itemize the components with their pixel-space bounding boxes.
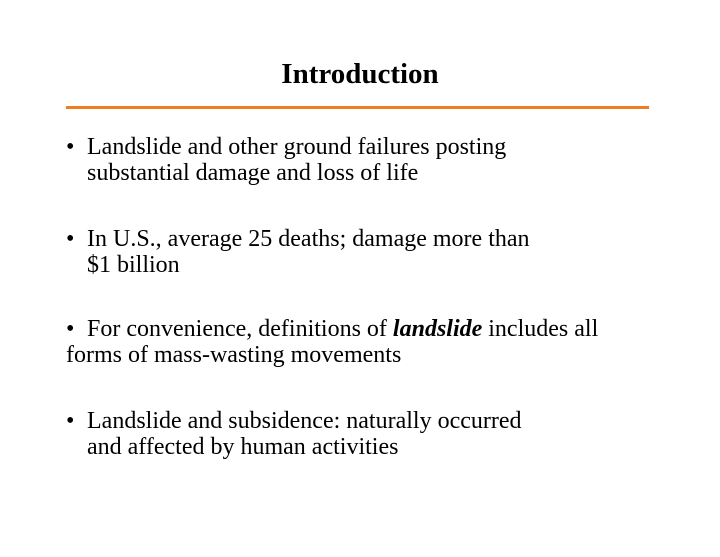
bullet-text-line1: Landslide and subsidence: naturally occurred — [87, 408, 522, 434]
bullet-dot: • — [66, 408, 75, 434]
bullet-text-line1-start: For convenience, definitions of — [87, 316, 393, 342]
bullet-text-line1: Landslide and other ground failures posting — [87, 134, 507, 160]
bullet-item-2 — [66, 226, 530, 278]
bullet-dot: • — [66, 226, 75, 252]
bullet-text-line1: In U.S., average 25 deaths; damage more than — [87, 226, 530, 252]
bullet-text-line2: substantial damage and loss of life — [87, 160, 419, 186]
bullet-emphasis-term: landslide — [392, 316, 483, 342]
bullet-item-3 — [66, 316, 598, 368]
bullet-item-1 — [66, 134, 506, 186]
bullet-text-line2: $1 billion — [87, 252, 180, 278]
bullet-text-line2: and affected by human activities — [87, 434, 399, 460]
bullet-text-line2: forms of mass-wasting movements — [66, 342, 402, 368]
slide-title: Introduction — [281, 58, 439, 90]
bullet-dot: • — [66, 316, 75, 342]
title-underline — [66, 106, 649, 109]
bullet-item-4 — [66, 408, 522, 460]
bullet-text-line1-end: includes all — [482, 316, 599, 342]
bullet-dot: • — [66, 134, 75, 160]
